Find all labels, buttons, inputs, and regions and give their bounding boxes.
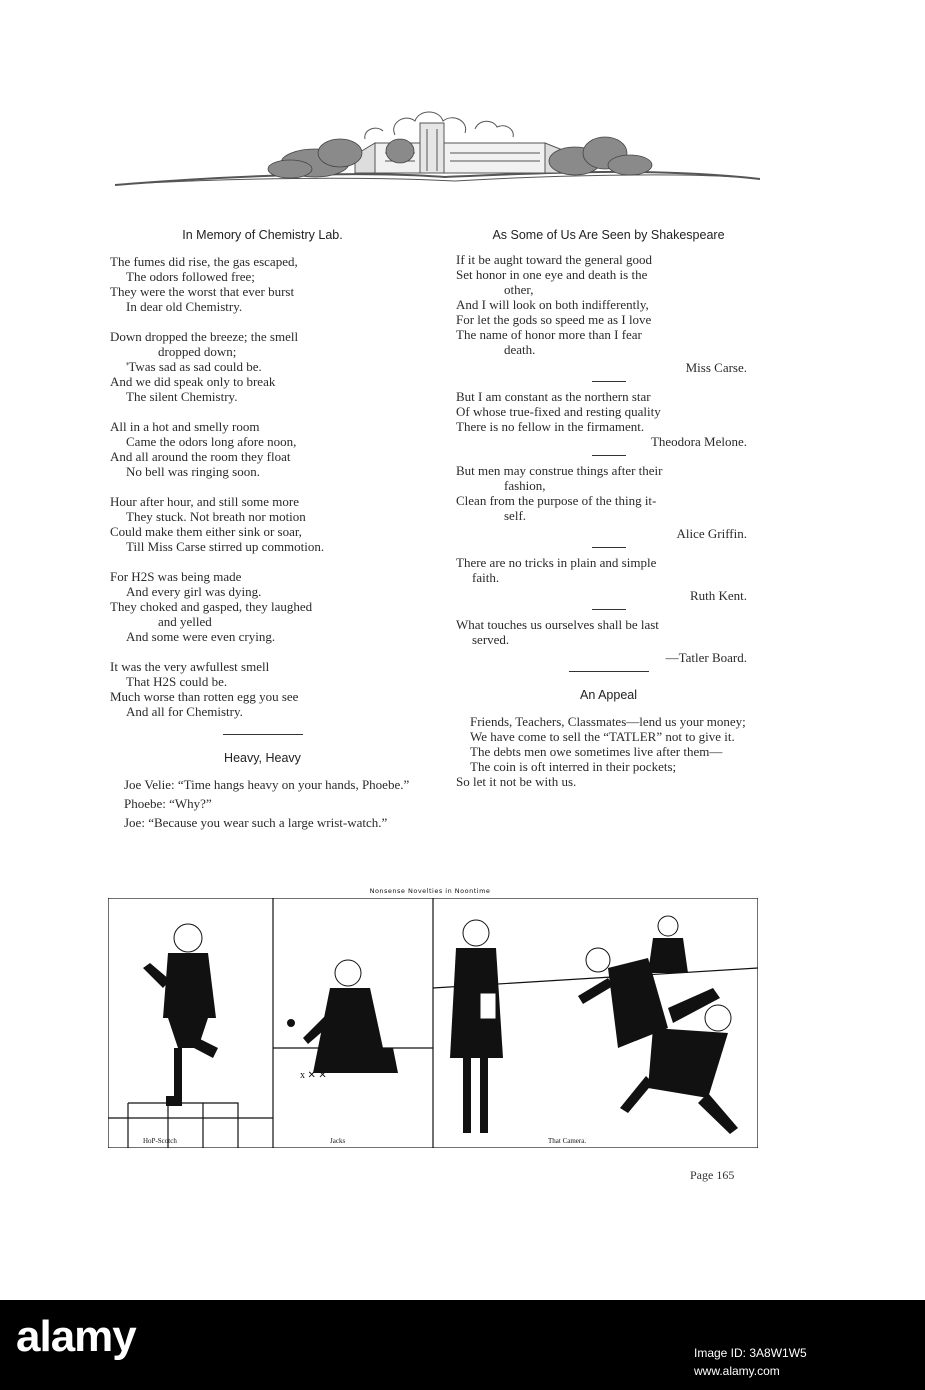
appeal-line: We have come to sell the “TATLER” not to give it. bbox=[470, 729, 735, 744]
appeal-line: The debts men owe sometimes live after them— bbox=[470, 744, 723, 759]
school-building-illustration bbox=[115, 95, 760, 195]
quote-attribution: Theodora Melone. bbox=[650, 434, 747, 449]
poem-line: The silent Chemistry. bbox=[126, 389, 238, 404]
section-divider bbox=[223, 734, 303, 735]
quote-line: Clean from the purpose of the thing it- bbox=[456, 493, 657, 508]
quote-divider bbox=[592, 609, 626, 610]
stanza-3 bbox=[110, 419, 415, 479]
cartoon-strip bbox=[108, 898, 758, 1148]
poem-line: and yelled bbox=[158, 614, 212, 629]
poem-line: Could make them either sink or soar, bbox=[110, 524, 302, 539]
quote-line: There is no fellow in the firmament. bbox=[456, 419, 645, 434]
poem-line: Hour after hour, and still some more bbox=[110, 494, 300, 509]
quote-line: But men may construe things after their bbox=[456, 463, 663, 478]
poem-line: 'Twas sad as sad could be. bbox=[126, 359, 262, 374]
quote-line: self. bbox=[504, 508, 527, 523]
cartoon-caption: Nonsense Novelties in Noontime bbox=[369, 887, 491, 895]
shakespeare-title: As Some of Us Are Seen by Shakespeare bbox=[492, 228, 725, 242]
quote-line: served. bbox=[472, 632, 510, 647]
joke-line: Joe: “Because you wear such a large wrist-watch.” bbox=[124, 815, 388, 830]
hopscotch-girl-figure bbox=[143, 924, 218, 1106]
quote-3 bbox=[456, 463, 761, 541]
panel-label: That Camera. bbox=[548, 1137, 587, 1145]
poem-line: And every girl was dying. bbox=[126, 584, 262, 599]
quote-divider bbox=[592, 381, 626, 382]
quote-line: If it be aught toward the general good bbox=[456, 252, 653, 267]
poem-line: And all around the room they float bbox=[110, 449, 291, 464]
quote-divider bbox=[592, 455, 626, 456]
image-id-label: Image ID: 3A8W1W5 bbox=[694, 1346, 807, 1360]
quote-1 bbox=[456, 252, 761, 375]
appeal-line: The coin is oft interred in their pockets; bbox=[470, 759, 677, 774]
poem-line: And some were even crying. bbox=[126, 629, 276, 644]
section-divider bbox=[569, 671, 649, 672]
poem-line: And we did speak only to break bbox=[110, 374, 276, 389]
quote-line: But I am constant as the northern star bbox=[456, 389, 651, 404]
poem-line: The odors followed free; bbox=[126, 269, 255, 284]
quote-4 bbox=[456, 555, 761, 603]
jacks-girl-figure bbox=[287, 960, 398, 1081]
camera-group-figures bbox=[450, 916, 738, 1134]
joke-title: Heavy, Heavy bbox=[224, 751, 301, 765]
stock-logo: alamy bbox=[16, 1312, 136, 1361]
quote-5 bbox=[456, 617, 761, 665]
quote-line: Set honor in one eye and death is the bbox=[456, 267, 648, 282]
quote-attribution: Alice Griffin. bbox=[676, 526, 747, 541]
quote-line: What touches us ourselves shall be last bbox=[456, 617, 659, 632]
poem-line: For H2S was being made bbox=[110, 569, 242, 584]
stanza-4 bbox=[110, 494, 415, 554]
panel-label: Jacks bbox=[330, 1137, 346, 1145]
appeal-title: An Appeal bbox=[580, 688, 637, 702]
quote-attribution: Miss Carse. bbox=[685, 360, 747, 375]
quote-line: And I will look on both indifferently, bbox=[456, 297, 649, 312]
stock-footer-band bbox=[0, 1300, 925, 1390]
stanza-2 bbox=[110, 329, 415, 404]
poem-line: All in a hot and smelly room bbox=[110, 419, 260, 434]
quote-divider bbox=[592, 547, 626, 548]
appeal-line: So let it not be with us. bbox=[456, 774, 577, 789]
stock-url: www.alamy.com bbox=[694, 1364, 780, 1378]
page-number: Page 165 bbox=[690, 1168, 735, 1182]
right-column bbox=[456, 228, 761, 789]
quote-line: For let the gods so speed me as I love bbox=[456, 312, 652, 327]
quote-line: The name of honor more than I fear bbox=[456, 327, 642, 342]
poem-line: And all for Chemistry. bbox=[126, 704, 243, 719]
poem-line: They were the worst that ever burst bbox=[110, 284, 295, 299]
left-column bbox=[110, 228, 415, 830]
quote-line: There are no tricks in plain and simple bbox=[456, 555, 657, 570]
poem-line: It was the very awfullest smell bbox=[110, 659, 270, 674]
panel-label: HoP-Scotch bbox=[143, 1137, 177, 1145]
joke-line: Joe Velie: “Time hangs heavy on your hands, Phoebe.” bbox=[124, 777, 410, 792]
poem-line: Till Miss Carse stirred up commotion. bbox=[126, 539, 325, 554]
poem-line: Down dropped the breeze; the smell bbox=[110, 329, 299, 344]
quote-line: other, bbox=[504, 282, 534, 297]
poem-line: No bell was ringing soon. bbox=[126, 464, 260, 479]
quote-line: fashion, bbox=[504, 478, 546, 493]
poem-line: Much worse than rotten egg you see bbox=[110, 689, 299, 704]
stanza-1 bbox=[110, 254, 415, 314]
appeal-line: Friends, Teachers, Classmates—lend us your money; bbox=[470, 714, 746, 729]
poem-line: In dear old Chemistry. bbox=[126, 299, 243, 314]
quote-line: Of whose true-fixed and resting quality bbox=[456, 404, 661, 419]
stanza-5 bbox=[110, 569, 415, 644]
poem-line: Came the odors long afore noon, bbox=[126, 434, 297, 449]
quote-attribution: Ruth Kent. bbox=[689, 588, 747, 603]
poem-line: dropped down; bbox=[158, 344, 237, 359]
stanza-6 bbox=[110, 659, 415, 719]
poem-title: In Memory of Chemistry Lab. bbox=[182, 228, 343, 242]
joke-line: Phoebe: “Why?” bbox=[124, 796, 212, 811]
quote-2 bbox=[456, 389, 761, 449]
poem-line: That H2S could be. bbox=[126, 674, 228, 689]
quote-line: death. bbox=[504, 342, 536, 357]
quote-line: faith. bbox=[472, 570, 500, 585]
svg-text:x ✕ ✕: x ✕ ✕ bbox=[300, 1070, 327, 1081]
poem-line: They choked and gasped, they laughed bbox=[110, 599, 313, 614]
poem-line: The fumes did rise, the gas escaped, bbox=[110, 254, 298, 269]
poem-line: They stuck. Not breath nor motion bbox=[126, 509, 306, 524]
quote-attribution: —Tatler Board. bbox=[665, 650, 747, 665]
